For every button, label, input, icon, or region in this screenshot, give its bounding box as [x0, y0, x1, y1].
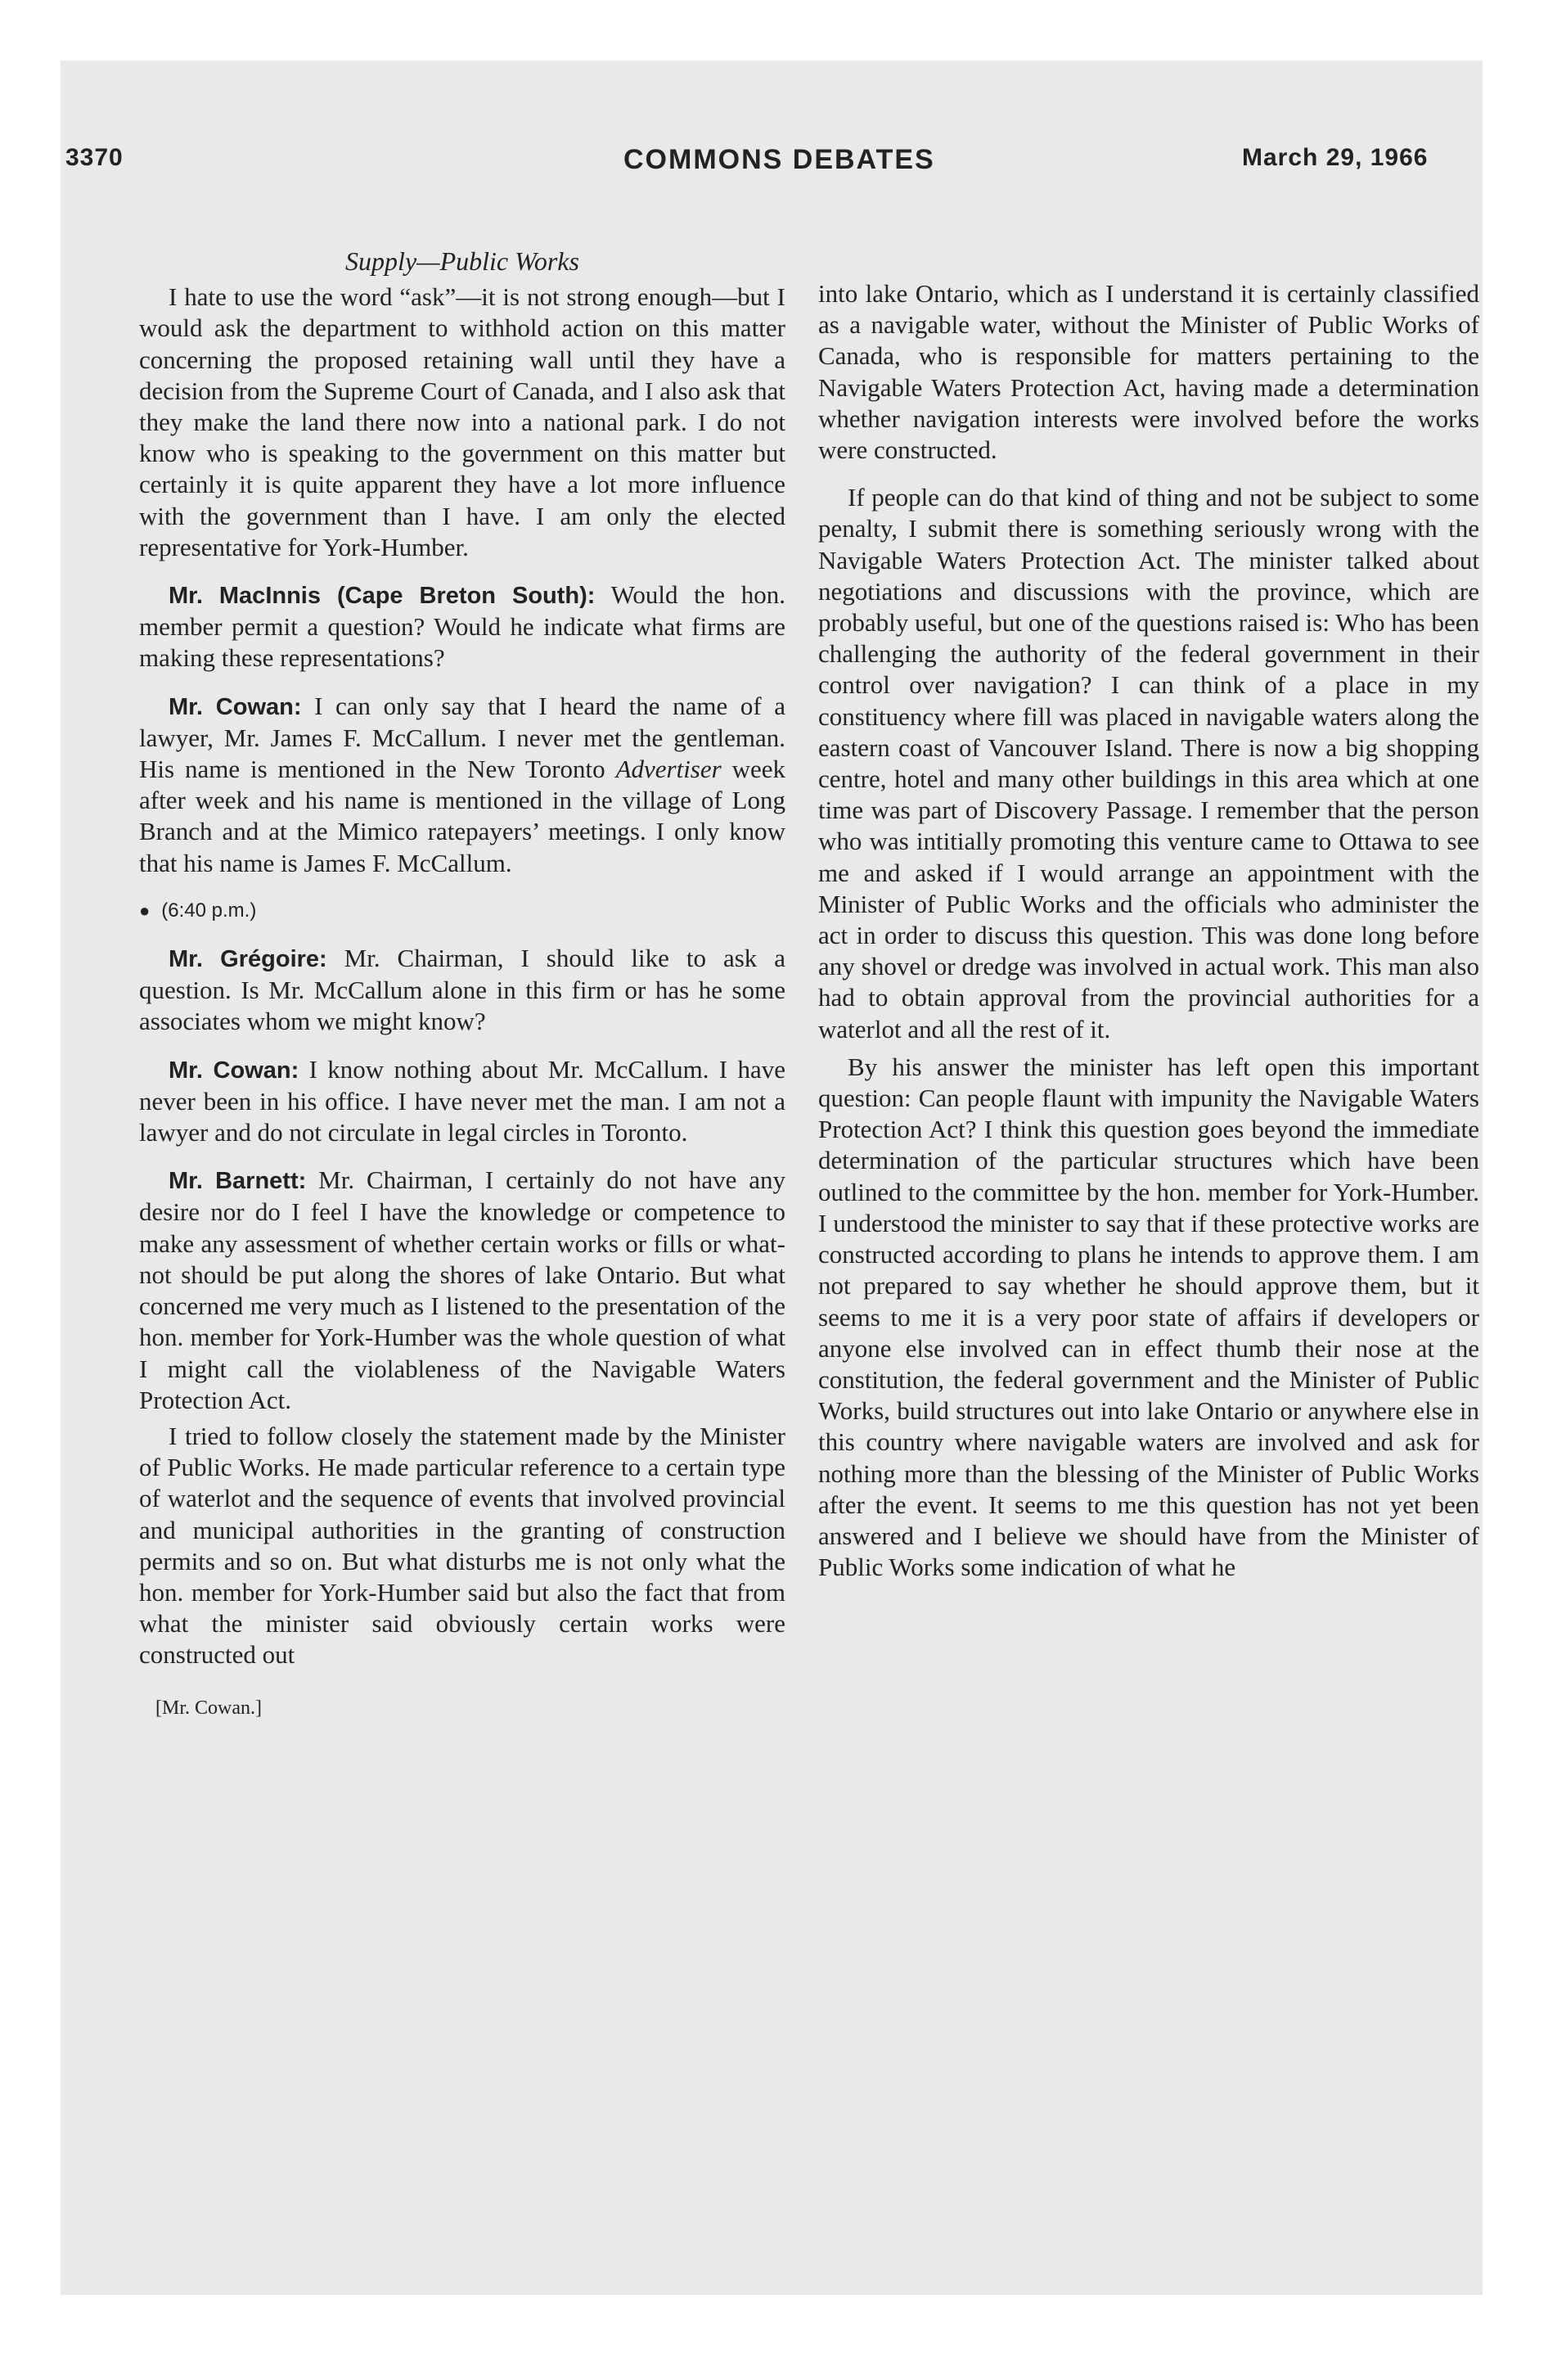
newspaper-title: Advertiser [615, 755, 722, 784]
speech-text: Mr. Chairman, I certainly do not have any desire nor do I feel I have the knowledge or competence to make any assessment of whether certain works or fills or what-not should be put along the shores of lake Ontario. But what concerned me very much as I listened to the presentation of the hon. member for York-Humber was the whole question of what I might call the violableness of the Navigable Waters Protection Act. [139, 1165, 785, 1414]
speech-text: Mr. Chairman, I should like to ask a question. Is Mr. McCallum alone in this firm or has he some associates whom we might know? [139, 944, 785, 1036]
paragraph: By his answer the minister has left open this important question: Can people flaunt with impunity the Navigable Waters Protection Act? I think this question goes beyond the immediate determination of the particular structures which have been outlined to the committee by the hon. member for York-Humber. I understood the minister to say that if these protective works are constructed according to plans he intends to approve them. I am not prepared to say whether he should approve them, but it seems to me it is a very poor state of affairs if developers or anyone else involved can in effect thumb their nose at the constitution, the federal government and the Minister of Public Works, build structures out into lake Ontario or anywhere else in this country where navigable waters are involved and ask for nothing more than the blessing of the Minister of Public Works after the event. It seems to me this question has not yet been answered and I believe we should have from the Minister of Public Works some indication of what he [818, 1052, 1479, 1582]
paragraph: into lake Ontario, which as I understand it is certainly classified as a navigable water, without the Minister of Public Works of Canada, who is responsible for matters pertaining to the Navigable Waters Protection Act, having made a determination whether navigation interests were involved before the works were constructed. [818, 279, 1479, 465]
speaker-name: Mr. Cowan: [169, 693, 302, 720]
section-heading: Supply—Public Works [345, 246, 579, 276]
speech-barnett [139, 1165, 785, 1416]
speech-macinnis [139, 579, 785, 674]
time-marker-text: (6:40 p.m.) [161, 899, 257, 922]
speech-text: I know nothing about Mr. McCallum. I have never been in his office. I have never met the man. I am not a lawyer and do not circulate in legal circles in Toronto. [139, 1054, 785, 1147]
speech-text: Would the hon. member permit a question? Would he indicate what firms are making these representations? [139, 580, 786, 673]
speaker-name: Mr. MacInnis (Cape Breton South): [169, 583, 596, 610]
speech-cowan [139, 691, 785, 879]
paragraph: I hate to use the word “ask”—it is not strong enough—but I would ask the department to withhold action on this matter concerning the proposed retaining wall until they have a decision from the Supreme Court of Canada, and I also ask that they make the land there now into a national park. I do not know who is speaking to the government on this matter but certainly it is quite apparent they have a lot more influence with the government than I have. I am only the elected representative for York-Humber. [139, 282, 785, 561]
time-marker [139, 895, 785, 926]
speaker-name: Mr. Grégoire: [169, 946, 327, 973]
speaker-attribution: [Mr. Cowan.] [155, 1697, 262, 1719]
page-number: 3370 [65, 144, 124, 171]
speech-cowan-2 [139, 1054, 785, 1149]
journal-title: COMMONS DEBATES [623, 144, 935, 175]
speaker-name: Mr. Cowan: [169, 1057, 299, 1084]
speech-gregoire [139, 943, 785, 1038]
right-column [818, 278, 1479, 1599]
header-date: March 29, 1966 [1242, 144, 1429, 171]
paragraph: I tried to follow closely the statement made by the Minister of Public Works. He made particular reference to a certain type of waterlot and the sequence of events that involved provincial and municipal authorities in the granting of construction permits and so on. But what disturbs me is not only what the hon. member for York-Humber said but also the fact that from what the minister said obviously certain works were constructed out [139, 1421, 785, 1670]
left-column [139, 246, 785, 1724]
speech-text: I can only say that I heard the name of a lawyer, Mr. James F. McCallum. I never met the gentleman. His name is mentioned in the New Toronto [139, 691, 786, 784]
paragraph: If people can do that kind of thing and not be subject to some penalty, I submit there is something seriously wrong with the Navigable Waters Protection Act. The minister talked about negotiations and discussions with the province, which are probably useful, but one of the questions raised is: Who has been challenging the authority of the federal government in their control over navigation? I can think of a place in my constituency where fill was placed in navigable waters along the eastern coast of Vancouver Island. There is now a big shopping centre, hotel and many other buildings in this area which at one time was part of Discovery Passage. I remember that the person who was intitially promoting this venture came to Ottawa to see me and asked if I would arrange an appointment with the Minister of Public Works and the officials who administer the act in order to discuss this question. This was done long before any shovel or dredge was involved in actual work. This man also had to obtain approval from the provincial authorities for a waterlot and all the rest of it. [818, 483, 1479, 1044]
speaker-name: Mr. Barnett: [169, 1168, 307, 1195]
speech-text: week after week and his name is mentioned in the village of Long Branch and at the Mimico ratepayers’ meetings. I only know that his name is James F. McCallum. [139, 755, 786, 877]
bullet-icon: ● [139, 899, 151, 921]
